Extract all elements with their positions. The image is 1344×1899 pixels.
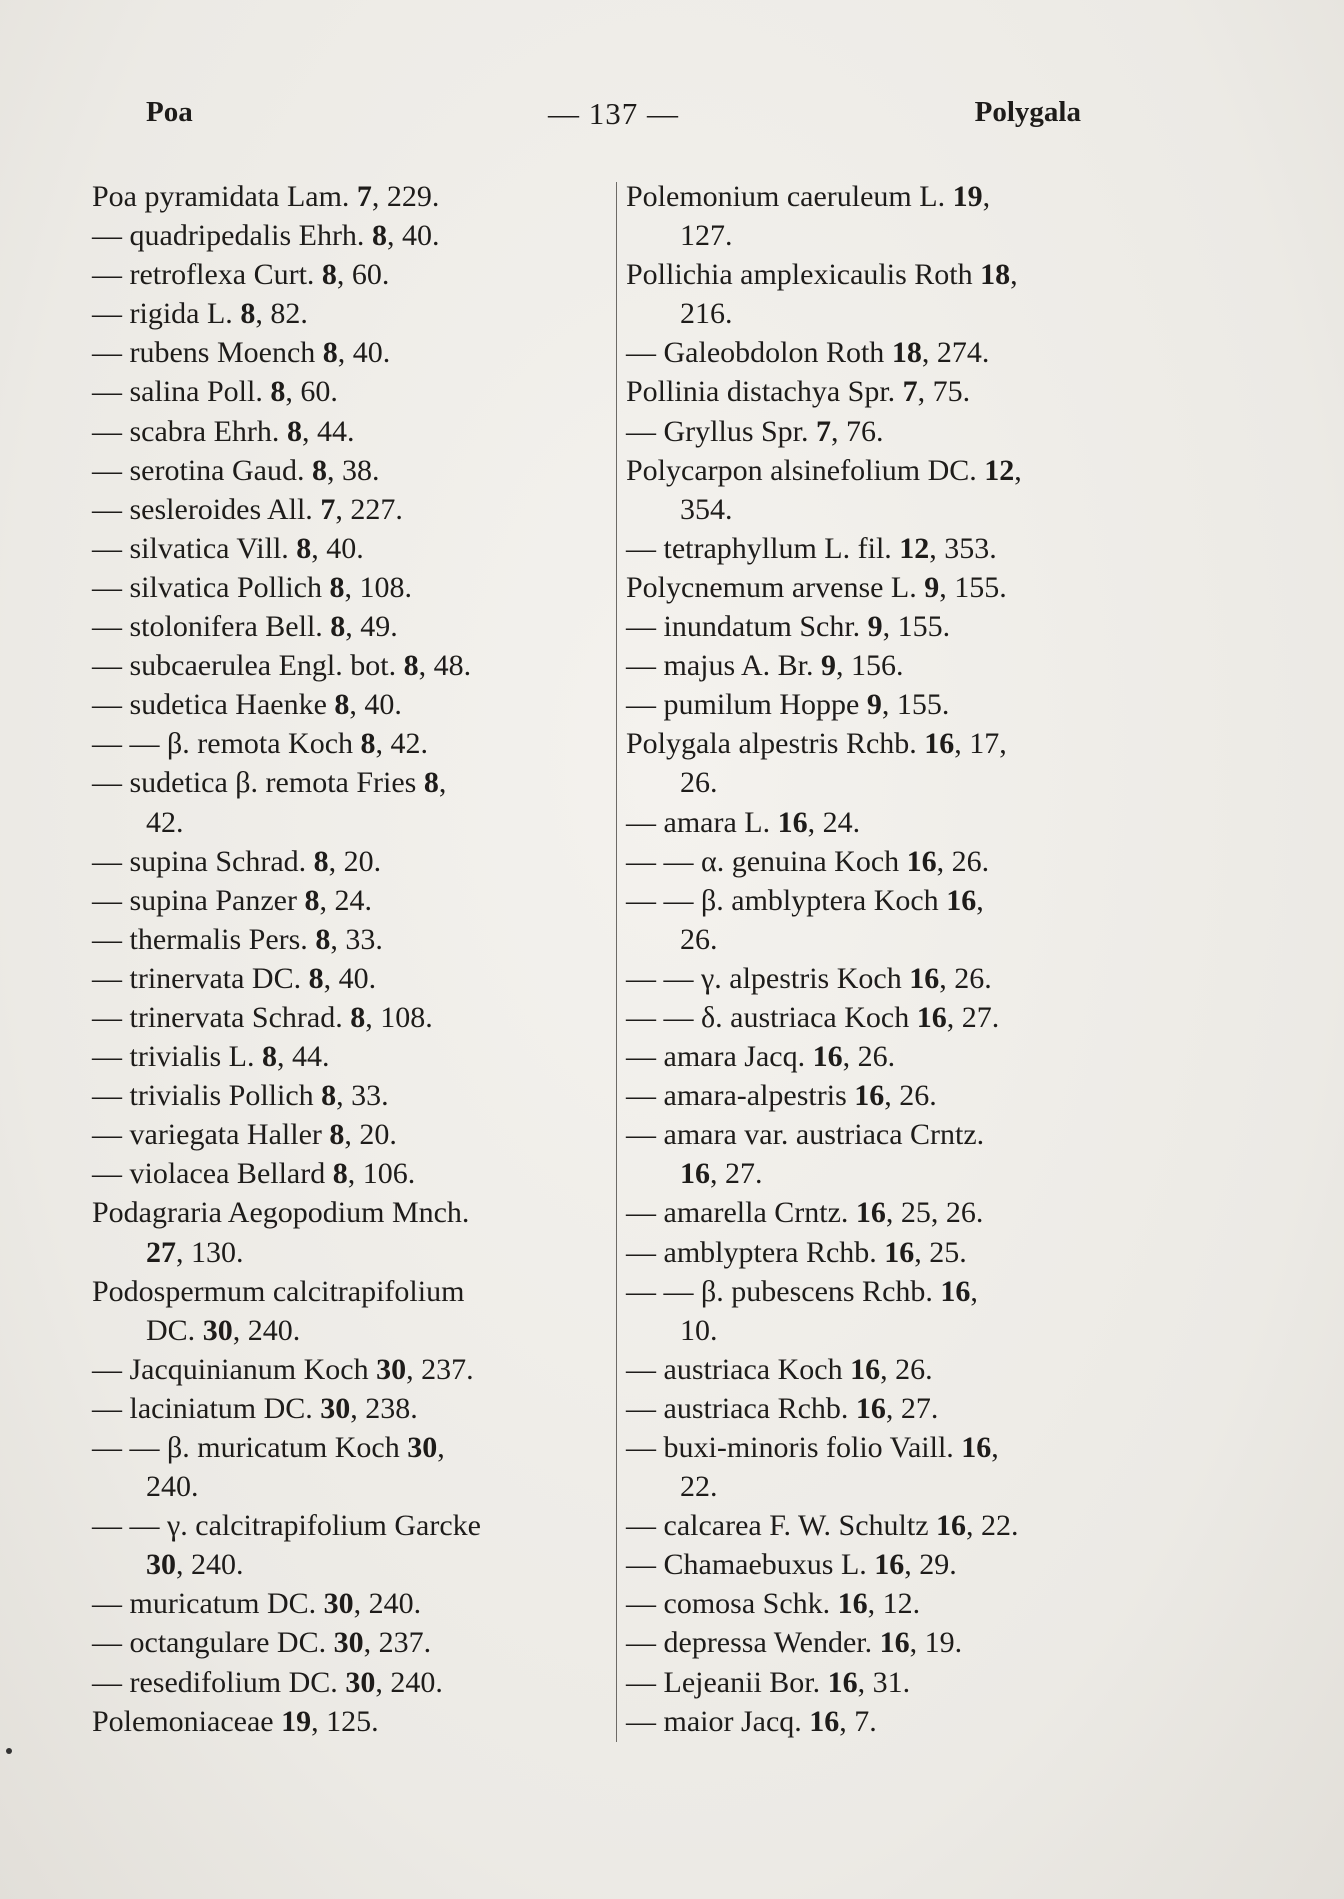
index-entry-line: — tetraphyllum L. fil. 12, 353.: [626, 531, 997, 565]
running-header: [146, 96, 1081, 140]
index-entry-line: — sesleroides All. 7, 227.: [92, 492, 403, 526]
index-entry-line: — muricatum DC. 30, 240.: [92, 1587, 422, 1621]
index-entry-line: 26.: [680, 766, 718, 800]
index-entry-line: — resedifolium DC. 30, 240.: [92, 1665, 443, 1699]
page-number: — 137 —: [548, 96, 679, 131]
index-entry-line: 354.: [680, 492, 733, 526]
index-entry-line: 10.: [680, 1313, 718, 1347]
index-entry-line: — salina Poll. 8, 60.: [92, 375, 338, 409]
index-entry-line: 42.: [146, 805, 184, 839]
index-entry-line: Polygala alpestris Rchb. 16, 17,: [626, 727, 1007, 761]
index-entry-line: — rubens Moench 8, 40.: [92, 336, 391, 370]
index-entry-line: — variegata Haller 8, 20.: [92, 1118, 397, 1152]
index-entry-line: DC. 30, 240.: [146, 1313, 301, 1347]
index-entry-line: — laciniatum DC. 30, 238.: [92, 1391, 418, 1425]
index-entry-line: Pollinia distachya Spr. 7, 75.: [626, 375, 971, 409]
index-entry-line: — stolonifera Bell. 8, 49.: [92, 610, 398, 644]
index-entry-line: Polemoniaceae 19, 125.: [92, 1704, 379, 1738]
index-entry-line: — scabra Ehrh. 8, 44.: [92, 414, 355, 448]
index-entry-line: — maior Jacq. 16, 7.: [626, 1704, 877, 1738]
index-entry-line: — calcarea F. W. Schultz 16, 22.: [626, 1509, 1019, 1543]
index-entry-line: Pollichia amplexicaulis Roth 18,: [626, 258, 1018, 292]
index-entry-line: — sudetica Haenke 8, 40.: [92, 688, 402, 722]
index-entry-line: — silvatica Vill. 8, 40.: [92, 531, 364, 565]
header-left-term: Poa: [146, 96, 193, 128]
index-entry-line: — inundatum Schr. 9, 155.: [626, 610, 951, 644]
index-entry-line: — sudetica β. remota Fries 8,: [92, 766, 447, 800]
index-entry-line: — thermalis Pers. 8, 33.: [92, 922, 383, 956]
index-entry-line: — Galeobdolon Roth 18, 274.: [626, 336, 990, 370]
index-entry-line: — trinervata DC. 8, 40.: [92, 961, 377, 995]
index-entry-line: 127.: [680, 219, 733, 253]
index-entry-line: — Gryllus Spr. 7, 76.: [626, 414, 884, 448]
index-entry-line: — serotina Gaud. 8, 38.: [92, 453, 380, 487]
index-entry-line: — amara Jacq. 16, 26.: [626, 1040, 896, 1074]
index-entry-line: Podospermum calcitrapifolium: [92, 1274, 465, 1308]
index-entry-line: — austriaca Koch 16, 26.: [626, 1352, 933, 1386]
index-entry-line: — amara var. austriaca Crntz.: [626, 1118, 985, 1152]
index-entry-line: — supina Panzer 8, 24.: [92, 883, 372, 917]
index-entry-line: Podagraria Aegopodium Mnch.: [92, 1196, 470, 1230]
index-entry-line: — — β. muricatum Koch 30,: [92, 1431, 445, 1464]
index-entry-line: Polycnemum arvense L. 9, 155.: [626, 570, 1007, 604]
index-entry-line: — — β. amblyptera Koch 16,: [626, 883, 984, 917]
index-entry-line: — — γ. calcitrapifolium Garcke: [92, 1509, 481, 1543]
index-entry-line: — Jacquinianum Koch 30, 237.: [92, 1352, 474, 1386]
index-entry-line: — comosa Schk. 16, 12.: [626, 1587, 921, 1621]
index-entry-line: — majus A. Br. 9, 156.: [626, 649, 904, 683]
index-entry-line: — austriaca Rchb. 16, 27.: [626, 1391, 939, 1425]
index-entry-line: 30, 240.: [146, 1548, 244, 1582]
index-entry-line: — — β. pubescens Rchb. 16,: [626, 1274, 978, 1308]
index-entry-line: — amarella Crntz. 16, 25, 26.: [626, 1196, 984, 1230]
index-entry-line: — rigida L. 8, 82.: [92, 297, 308, 331]
index-entry-line: — trivialis Pollich 8, 33.: [92, 1079, 389, 1113]
index-entry-line: Poa pyramidata Lam. 7, 229.: [92, 180, 440, 213]
index-entry-line: — — β. remota Koch 8, 42.: [92, 727, 429, 761]
index-entry-line: — subcaerulea Engl. bot. 8, 48.: [92, 649, 472, 683]
index-entry-line: — depressa Wender. 16, 19.: [626, 1626, 963, 1660]
column-divider: [616, 182, 617, 1742]
index-entry-line: — supina Schrad. 8, 20.: [92, 844, 382, 878]
index-entry-line: — — γ. alpestris Koch 16, 26.: [626, 961, 992, 995]
index-entry-line: — quadripedalis Ehrh. 8, 40.: [92, 219, 440, 253]
index-entry-line: — silvatica Pollich 8, 108.: [92, 570, 412, 604]
index-entry-line: 216.: [680, 297, 733, 331]
index-entry-line: Polycarpon alsinefolium DC. 12,: [626, 453, 1022, 487]
index-column-right: [626, 177, 1156, 1741]
index-entry-line: — — α. genuina Koch 16, 26.: [626, 844, 990, 878]
index-entry-line: 26.: [680, 922, 718, 956]
index-entry-line: — amara L. 16, 24.: [626, 805, 861, 839]
index-entry-line: — octangulare DC. 30, 237.: [92, 1626, 432, 1660]
index-entry-line: 27, 130.: [146, 1235, 244, 1269]
index-entry-line: — — δ. austriaca Koch 16, 27.: [626, 1000, 1000, 1034]
index-entry-line: — Lejeanii Bor. 16, 31.: [626, 1665, 911, 1699]
index-entry-line: 240.: [146, 1470, 199, 1504]
index-entry-line: Polemonium caeruleum L. 19,: [626, 180, 991, 213]
index-entry-line: — trivialis L. 8, 44.: [92, 1040, 330, 1074]
index-entry-line: — amblyptera Rchb. 16, 25.: [626, 1235, 967, 1269]
index-entry-line: — amara-alpestris 16, 26.: [626, 1079, 937, 1113]
index-entry-line: — retroflexa Curt. 8, 60.: [92, 258, 390, 292]
index-entry-line: — Chamaebuxus L. 16, 29.: [626, 1548, 957, 1582]
index-entry-line: — violacea Bellard 8, 106.: [92, 1157, 416, 1191]
index-entry-line: — pumilum Hoppe 9, 155.: [626, 688, 950, 722]
index-entry-line: 22.: [680, 1470, 718, 1504]
margin-speck: [6, 1748, 12, 1754]
index-entry-line: 16, 27.: [680, 1157, 763, 1191]
header-right-term: Polygala: [974, 96, 1081, 128]
index-entry-line: — trinervata Schrad. 8, 108.: [92, 1000, 433, 1034]
index-column-left: [92, 177, 612, 1741]
index-entry-line: — buxi-minoris folio Vaill. 16,: [626, 1431, 999, 1464]
